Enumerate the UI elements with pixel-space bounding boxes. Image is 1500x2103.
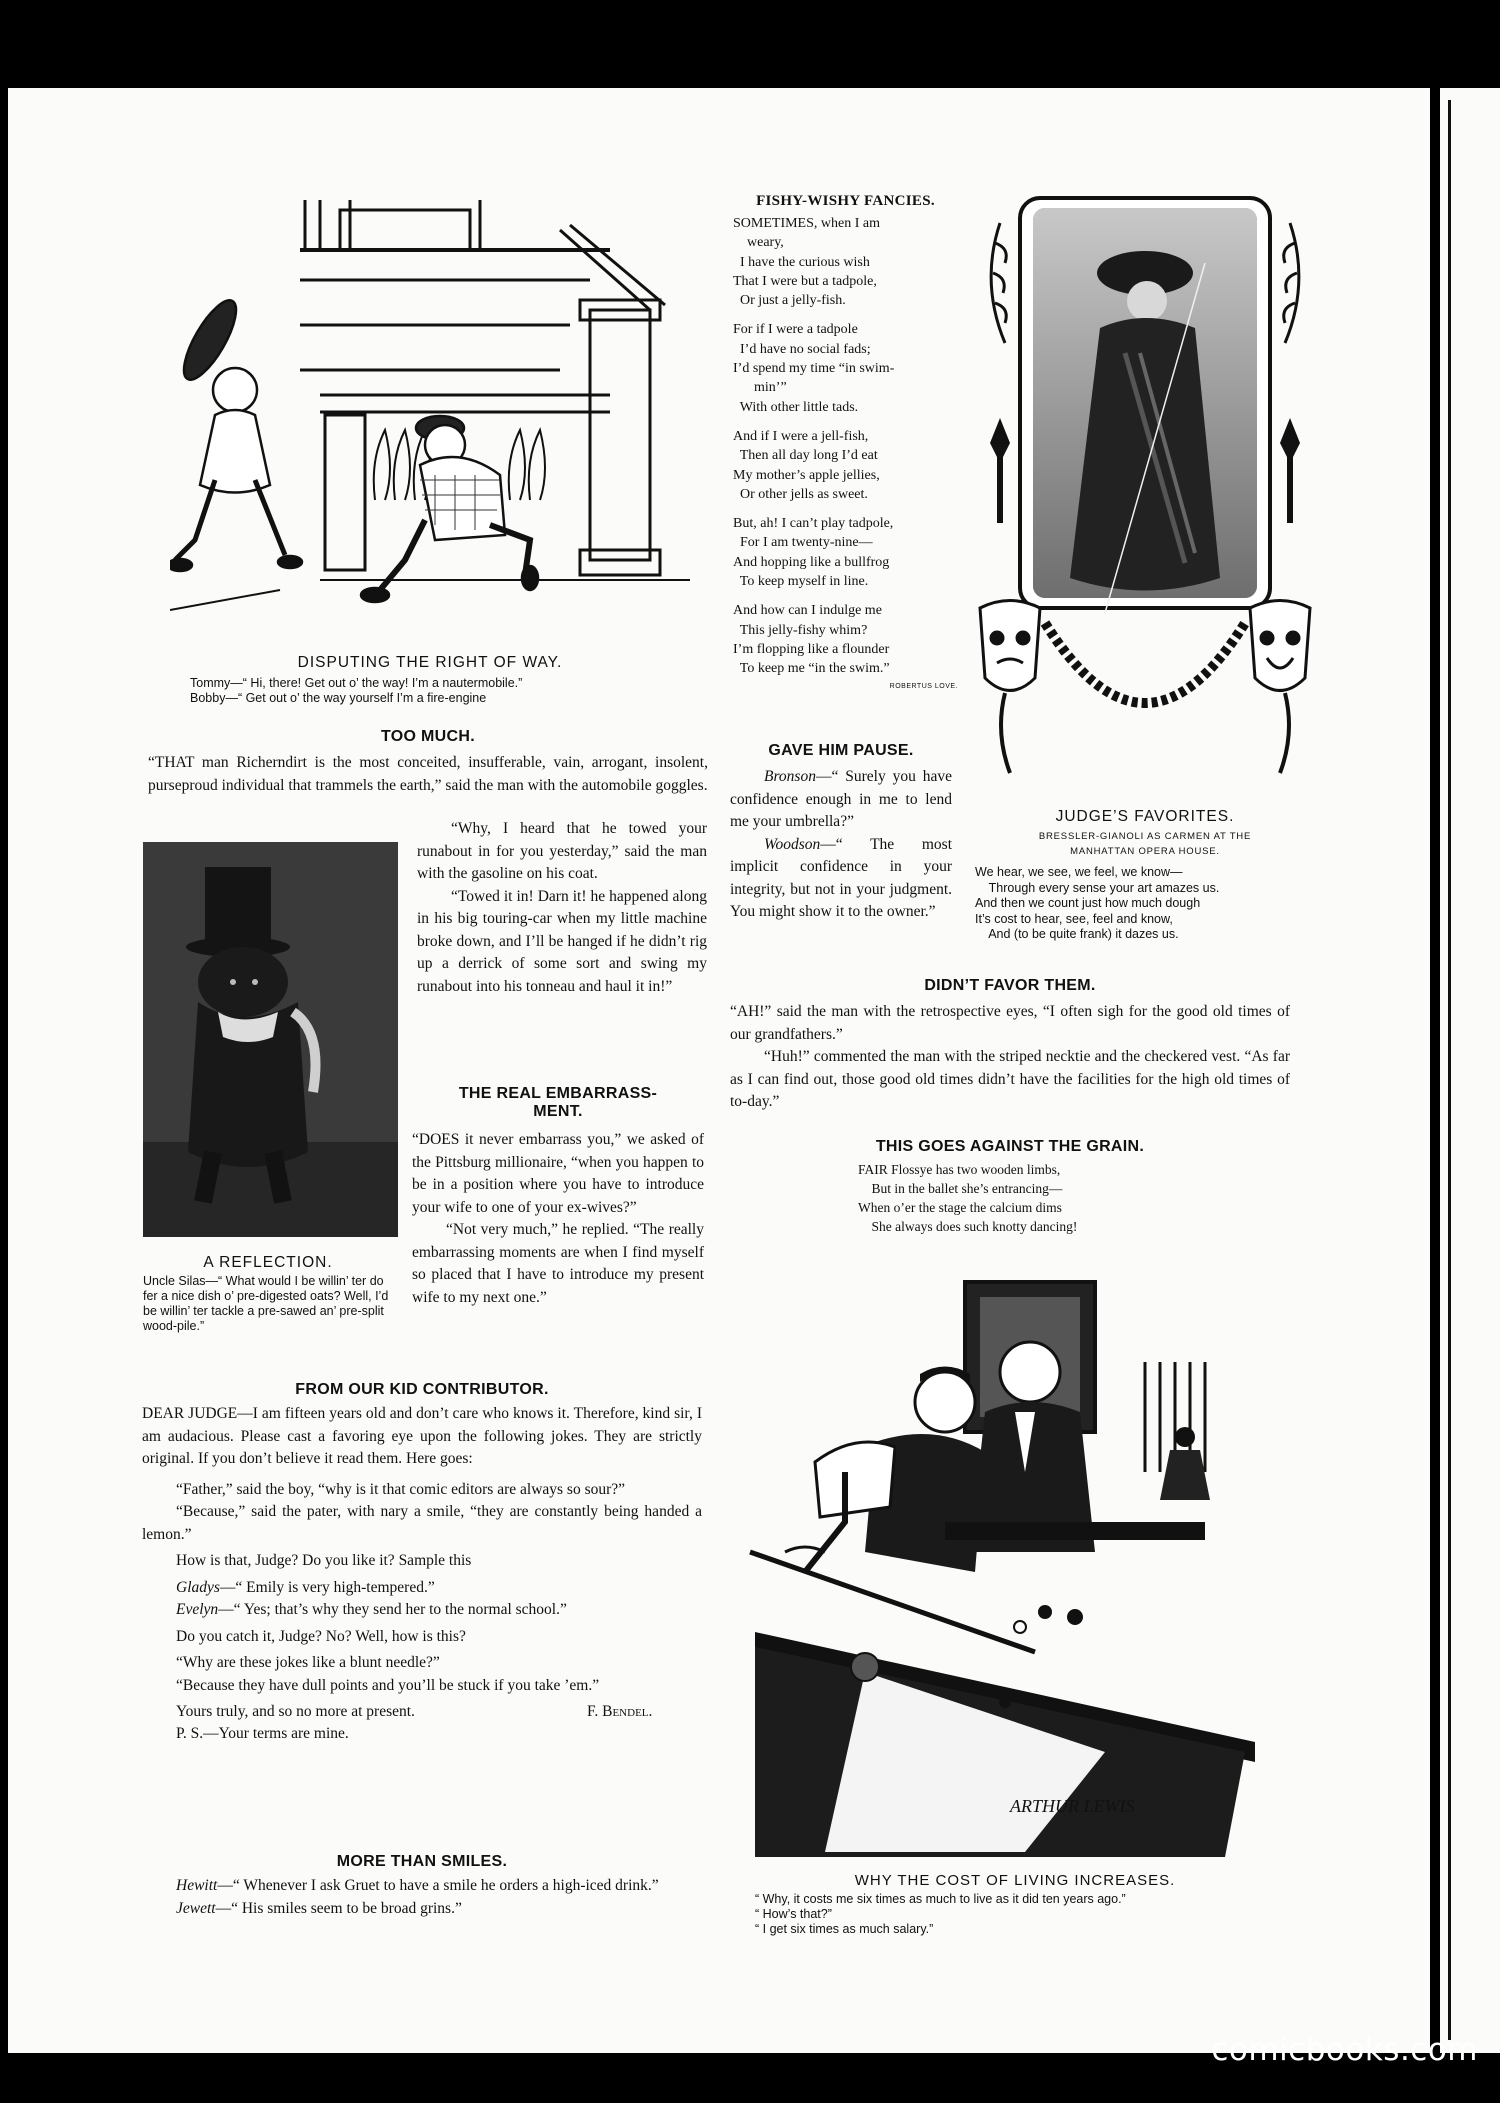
- verse-line: And then we count just how much dough: [975, 896, 1201, 910]
- postscript: P. S.—Your terms are mine.: [176, 1725, 349, 1742]
- speaker-name: Gladys: [176, 1578, 220, 1596]
- speaker-name: Bronson: [764, 768, 816, 785]
- article-paragraph: “DOES it never embarrass you,” we asked of the Pittsburg millionaire, “when you happen to be in a position where you have to introduce your wife to one of your ex-wives?”: [412, 1131, 704, 1216]
- poem-line: And how can I indulge me: [733, 603, 882, 619]
- article-title: DIDN’T FAVOR THEM.: [924, 977, 1096, 994]
- poem-line: To keep myself in line.: [733, 574, 869, 590]
- signoff-row: [142, 1701, 702, 1723]
- article-title: GAVE HIM PAUSE.: [768, 742, 914, 759]
- article-paragraph: “Not very much,” he replied. “The really embarrassing moments are when I find myself so placed that I have to introduce my present wife to my next one.”: [412, 1221, 704, 1306]
- poem-line: When o’er the stage the calcium dims: [858, 1200, 1062, 1215]
- speaker-line: —“ The most implicit confidence in your integrity, but not in your judgment. You might show it to the owner.”: [730, 835, 952, 920]
- carmen-portrait-frame: [975, 193, 1315, 793]
- cartoon-right-of-way: [170, 190, 710, 640]
- poem-line: This jelly-fishy whim?: [733, 622, 868, 638]
- site-watermark: comicbooks.com: [1211, 2032, 1478, 2068]
- speaker-line: —“ Surely you have confidence enough in me to lend me your umbrella?”: [730, 768, 952, 830]
- speaker-name: Jewett: [176, 1899, 216, 1917]
- dialogue-line: [142, 1898, 702, 1921]
- poem-line: min’”: [733, 380, 787, 396]
- billiards-caption-line1: “ Why, it costs me six times as much to live as it did ten years ago.”: [755, 1892, 1126, 1906]
- article-paragraph: DEAR JUDGE—I am fifteen years old and don’t care who knows it. Therefore, kind sir, I am audacious. Please cast a favoring eye upon the following jokes. They are strictly original. If you don’t believe it read them. Here goes:: [142, 1405, 702, 1467]
- poem-line: With other little tads.: [733, 399, 859, 415]
- billiards-cartoon: [745, 1272, 1265, 1857]
- verse-line: It’s cost to hear, see, feel and know,: [975, 911, 1173, 926]
- article-title-line1: THE REAL EMBARRASS-: [458, 1085, 658, 1102]
- judges-favorites-caption: [975, 808, 1315, 943]
- article-paragraph: “Why, I heard that he towed your runabout in for you yesterday,” said the man with the gasoline on his coat.: [417, 820, 707, 882]
- article-paragraph: “Why are these jokes like a blunt needle?”: [176, 1654, 440, 1671]
- speaker-line: —“ Whenever I ask Gruet to have a smile he orders a high-iced drink.”: [217, 1877, 659, 1894]
- speaker-line: —“ His smiles seem to be broad grins.”: [215, 1899, 462, 1917]
- poem-against-the-grain: [730, 1138, 1290, 1236]
- poem-title: FISHY-WISHY FANCIES.: [756, 193, 935, 209]
- article-title: TOO MUCH.: [381, 728, 475, 745]
- verse-line: We hear, we see, we feel, we know—: [975, 865, 1183, 879]
- speaker-name: Evelyn: [176, 1601, 219, 1618]
- poem-body: [858, 1160, 1290, 1236]
- favorites-subtitle-line2: MANHATTAN OPERA HOUSE.: [1070, 846, 1220, 857]
- billiards-title: WHY THE COST OF LIVING INCREASES.: [854, 1872, 1176, 1889]
- dialogue-line: [142, 1599, 702, 1622]
- poem-line: I’d have no social fads;: [733, 341, 871, 357]
- speaker-line: —“ Yes; that’s why they send her to the normal school.”: [218, 1601, 567, 1618]
- article-didnt-favor-them: [730, 977, 1290, 1114]
- favorites-verse: [975, 865, 1315, 943]
- favorites-subtitle-line1: BRESSLER-GIANOLI AS CARMEN AT THE: [1038, 831, 1252, 842]
- poem-line: And if I were a jell-fish,: [733, 428, 869, 444]
- poem-body: [733, 214, 958, 679]
- billiards-caption-line2: “ How’s that?”: [755, 1907, 832, 1921]
- page-gutter-line: [1448, 100, 1451, 2040]
- reflection-caption-text: Uncle Silas—“ What would I be willin’ ter do fer a nice dish o’ pre-digested oats? Well, I’d be willin’ ter tackle a pre-sawed an’ pre-split wood-pile.”: [143, 1274, 389, 1333]
- cartoon-caption-line1: Tommy—“ Hi, there! Get out o’ the way! I’m a nautermobile.”: [190, 676, 523, 690]
- poem-line: SOMETIMES, when I am: [733, 216, 880, 231]
- article-paragraph: “Towed it in! Darn it! he happened along in his big touring-car when my little machine broke down, and I’ll be hanged if he didn’t rig up a derrick of some sort and swing my runabout into his tonneau and haul it in!”: [417, 887, 707, 995]
- article-too-much: [148, 728, 708, 797]
- poem-line: I’m flopping like a flounder: [733, 641, 890, 657]
- article-paragraph: “THAT man Richerndirt is the most conceited, insufferable, vain, arrogant, insolent, purseproud individual that trammels the earth,” said the man with the automobile goggles.: [148, 754, 708, 794]
- signature: F. Bendel.: [587, 1703, 653, 1720]
- poem-line: But in the ballet she’s entrancing—: [858, 1181, 1063, 1196]
- judges-favorites-portrait: [975, 193, 1315, 793]
- poem-title: THIS GOES AGAINST THE GRAIN.: [875, 1138, 1145, 1155]
- reflection-caption: [143, 1254, 393, 1334]
- poem-line: And hopping like a bullfrog: [733, 554, 890, 570]
- favorites-title: JUDGE’S FAVORITES.: [1055, 808, 1235, 825]
- article-paragraph: How is that, Judge? Do you like it? Sample this: [176, 1552, 472, 1569]
- poem-fishy-wishy: [733, 193, 958, 694]
- dialogue-line: [730, 834, 952, 924]
- signoff-text: Yours truly, and so no more at present.: [176, 1703, 415, 1720]
- article-paragraph: “Because they have dull points and you’ll be stuck if you take ’em.”: [176, 1676, 600, 1694]
- article-title: FROM OUR KID CONTRIBUTOR.: [295, 1381, 549, 1398]
- poem-author: ROBERTUS LOVE.: [889, 682, 958, 690]
- cartoon-title: DISPUTING THE RIGHT OF WAY.: [297, 654, 563, 671]
- article-gave-him-pause: [730, 742, 952, 924]
- article-title: MORE THAN SMILES.: [336, 1853, 508, 1870]
- article-paragraph: “Father,” said the boy, “why is it that comic editors are always so sour?”: [176, 1480, 626, 1498]
- cartoon-caption-line2: Bobby—“ Get out o’ the way yourself I’m a fire-engine: [190, 691, 487, 705]
- poem-line: But, ah! I can’t play tadpole,: [733, 516, 894, 532]
- billiards-players-illustration: [745, 1272, 1265, 1857]
- article-paragraph: “Huh!” commented the man with the striped necktie and the checkered vest. “As far as I can find out, those good old times didn’t have the facilities for the high old times of to-day.”: [730, 1048, 1290, 1110]
- cartoon-right-of-way-caption: [190, 654, 670, 706]
- poem-line: To keep me “in the swim.”: [733, 661, 890, 677]
- artist-signature: ARTHUR LEWIS: [1010, 1796, 1135, 1816]
- verse-line: Through every sense your art amazes us.: [975, 880, 1220, 895]
- boys-street-illustration: [170, 190, 710, 640]
- article-paragraph: Do you catch it, Judge? No? Well, how is this?: [176, 1627, 466, 1645]
- poem-line: For I am twenty-nine—: [733, 535, 873, 551]
- poem-line: Then all day long I’d eat: [733, 448, 878, 464]
- dialogue-line: [730, 766, 952, 834]
- poem-line: I have the curious wish: [733, 254, 870, 270]
- poem-line: For if I were a tadpole: [733, 322, 858, 338]
- article-kid-contributor: [142, 1381, 702, 1746]
- dialogue-line: [142, 1577, 702, 1600]
- speaker-name: Woodson: [764, 835, 821, 853]
- article-title-line2: MENT.: [533, 1103, 583, 1120]
- speaker-name: Hewitt: [176, 1877, 218, 1894]
- article-more-than-smiles: [142, 1853, 702, 1920]
- article-paragraph: “Because,” said the pater, with nary a smile, “they are constantly being handed a lemon.”: [142, 1503, 702, 1543]
- poem-line: Or just a jelly-fish.: [733, 293, 846, 309]
- poem-line: FAIR Flossye has two wooden limbs,: [858, 1162, 1061, 1177]
- poem-line: My mother’s apple jellies,: [733, 467, 880, 483]
- speaker-line: —“ Emily is very high-tempered.”: [219, 1578, 435, 1596]
- article-paragraph: “AH!” said the man with the retrospective eyes, “I often sigh for the good old times of our grandfathers.”: [730, 1003, 1290, 1043]
- poem-line: That I were but a tadpole,: [733, 273, 877, 289]
- poem-line: weary,: [733, 235, 784, 251]
- reflection-photo: [143, 842, 398, 1237]
- verse-line: And (to be quite frank) it dazes us.: [975, 927, 1179, 941]
- poem-line: She always does such knotty dancing!: [858, 1219, 1078, 1234]
- poem-line: Or other jells as sweet.: [733, 486, 868, 502]
- reflection-title: A REFLECTION.: [203, 1254, 333, 1271]
- dialogue-line: [142, 1875, 702, 1898]
- bear-in-top-hat-image: [143, 842, 398, 1237]
- article-real-embarrassment: [412, 1085, 704, 1309]
- billiards-caption: [755, 1872, 1275, 1937]
- billiards-caption-line3: “ I get six times as much salary.”: [755, 1922, 934, 1936]
- poem-line: I’d spend my time “in swim-: [733, 361, 895, 377]
- article-too-much-cont: [417, 818, 707, 998]
